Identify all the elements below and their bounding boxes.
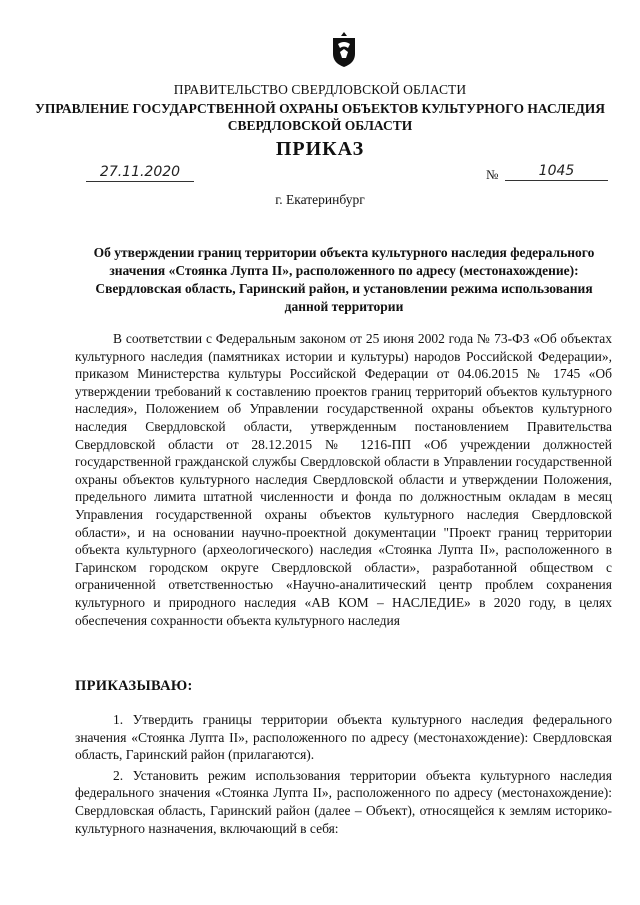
preamble-paragraph: В соответствии с Федеральным законом от 25 июня 2002 года № 73-ФЗ «Об объектах культурного наследия (памятниках истории и культуры) народов Российской Федерации», приказом Министерства культуры Российской Федерации от 04.06.2015 № 1745 «Об утверждении требований к составлению проектов границ территорий объектов культурного наследия», Положением об Управлении государственной охраны объектов культурного наследия Свердловской области, утвержденным постановлением Правительства Свердловской области от 28.12.2015 № 1216-ПП «Об учреждении должностей государственной гражданской службы Свердловской области в Управлении государственной охраны объектов культурного наследия Свердловской области и утверждении Положения, предельного лимита штатной численности и фонда по должностным окладам в месяц Управления государственной охраны объектов культурного наследия Свердловской области», и на основании научно-проектной документации "Проект границ территории объекта культурного (археологического) наследия «Стоянка Лупта II», расположенного в Гаринском городском округе Свердловской области», разработанной обществом с ограниченной ответственностью «Научно-аналитический центр проблем сохранения культурного и природного наследия «АВ КОМ – НАСЛЕДИЕ» в 2020 году, в целях обеспечения сохранности объекта культурного наследия (75, 331, 612, 628)
coat-of-arms-icon (331, 30, 357, 68)
department-name: УПРАВЛЕНИЕ ГОСУДАРСТВЕННОЙ ОХРАНЫ ОБЪЕКТОВ КУЛЬТУРНОГО НАСЛЕДИЯ СВЕРДЛОВСКОЙ ОБЛАСТИ (34, 101, 606, 133)
government-name: ПРАВИТЕЛЬСТВО СВЕРДЛОВСКОЙ ОБЛАСТИ (173, 82, 467, 97)
order-item-2: 2. Установить режим использования территории объекта культурного наследия федерального значения «Стоянка Лупта II», расположенного по адресу (местонахождение): Свердловская область, Гаринский район (далее – Объект), относящейся к землям историко-культурного назначения, включающий в себя: (75, 767, 612, 836)
order-item-1: 1. Утвердить границы территории объекта культурного наследия федерального значения «Стоянка Лупта II», расположенного по адресу (местонахождение): Свердловская область, Гаринский район (прилагаются). (75, 712, 612, 763)
order-word: ПРИКАЗЫВАЮ: (75, 678, 193, 694)
city: г. Екатеринбург (275, 192, 365, 207)
document-type-title: ПРИКАЗ (275, 138, 365, 160)
number-label: № (486, 167, 499, 182)
preamble-section (75, 330, 612, 629)
document-date: 27.11.2020 (86, 164, 194, 182)
document-number: 1045 (505, 163, 608, 181)
order-items (75, 711, 612, 840)
document-subject: Об утверждении границ территории объекта культурного наследия федерального значения «Стоянка Лупта II», расположенного по адресу (местонахождение): Свердловская область, Гаринский район, и установлении режима использования данной территории (93, 245, 595, 314)
